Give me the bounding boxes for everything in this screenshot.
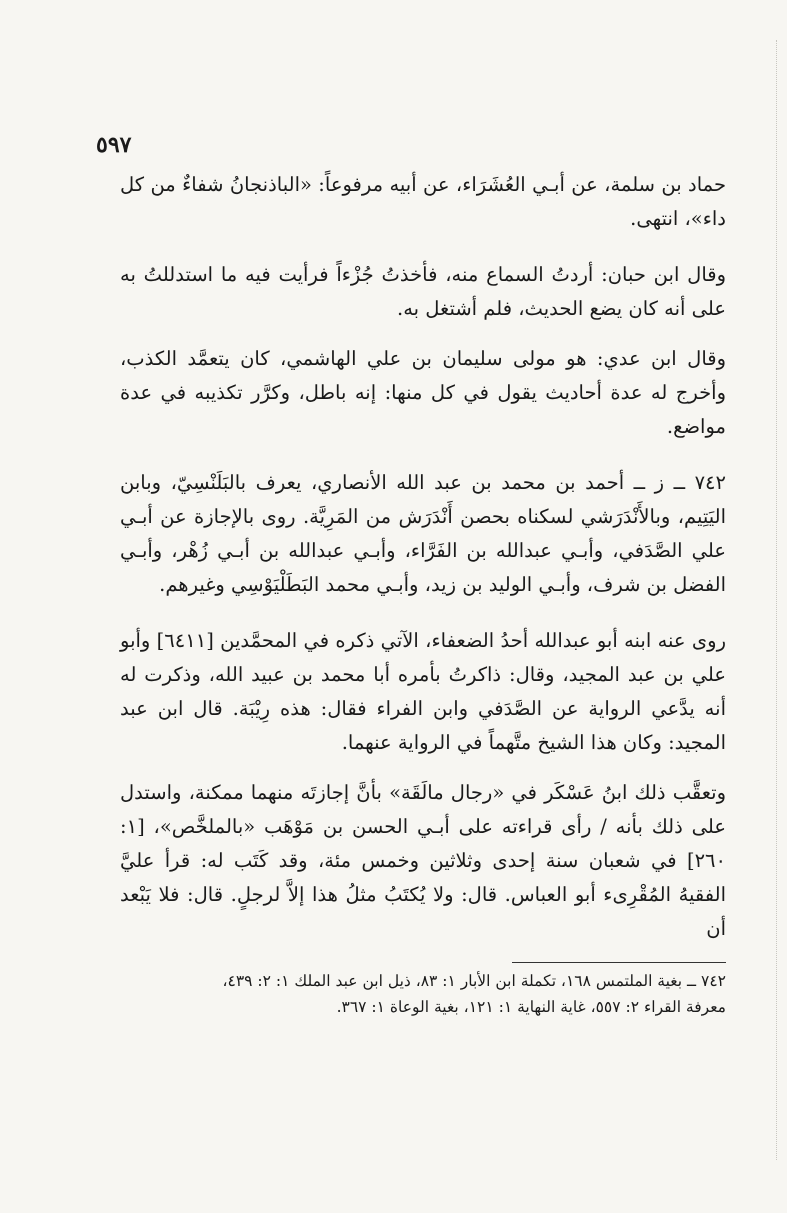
footnotes: [190, 968, 726, 1020]
paragraph: وقال ابن حبان: أردتُ السماع منه، فأخذتُ جُزْءاً فرأيت فيه ما استدللتُ به على أنه كان يضع الحديث، فلم أشتغل به.: [120, 263, 726, 320]
page-number: ٥٩٧: [96, 132, 132, 158]
paragraph: وتعقَّب ذلك ابنُ عَسْكَر في «رجال مالَقَة» بأنَّ إجازتَه منهما ممكنة، واستدل على ذلك بأنه / رأى قراءته على أبـي الحسن بن مَوْهَب «بالملخَّص»، [١: ٢٦٠] في شعبان سنة إحدى وثلاثين وخمس مئة، وقد كَتَب له: قرأ عليَّ الفقيهُ المُقْرِىء أبو العباس. قال: ولا يُكتَبُ مثلُ هذا إلاَّ لرجلٍ. قال: فلا يَبْعد أن: [120, 781, 726, 940]
footnote: ٧٤٢ ــ بغية الملتمس ١٦٨، تكملة ابن الأبار ١: ٨٣، ذيل ابن عبد الملك ١: ٢: ٤٣٩، معرفة القراء ٢: ٥٥٧، غاية النهاية ١: ١٢١، بغية الوعاة ١: ٣٦٧.: [222, 972, 726, 1016]
paragraph: روى عنه ابنه أبو عبدالله أحدُ الضعفاء، الآتي ذكره في المحمَّدين [٦٤١١] وأبو علي بن عبد المجيد، وقال: ذاكرتُ بأمره أبا محمد بن عبيد الله، وذكرت له أنه يدَّعي الرواية عن الصَّدَفي وابن الفراء فقال: هذه رِيْبَة. قال ابن عبد المجيد: وكان هذا الشيخ متَّهماً في الرواية عنهما.: [120, 629, 726, 754]
footnote-divider: [512, 962, 726, 963]
paragraph: وقال ابن عدي: هو مولى سليمان بن علي الهاشمي، كان يتعمَّد الكذب، وأخرج له عدة أحاديث يقول في كل منها: إنه باطل، وكرَّر تكذيبه في عدة مواضع.: [120, 347, 726, 438]
page-edge-line: [776, 40, 777, 1160]
paragraph: حماد بن سلمة، عن أبـي العُشَرَاء، عن أبيه مرفوعاً: «الباذنجانُ شفاءٌ من كل داء»، انتهى.: [120, 173, 726, 230]
entry-paragraph: ٧٤٢ ــ ز ــ أحمد بن محمد بن عبد الله الأنصاري، يعرف بالبَلَنْسِيّ، وبابن اليَتِيم، وبالأَنْدَرَشي لسكناه بحصن أَنْدَرَش من المَرِيَّة. روى بالإجازة عن أبـي علي الصَّدَفي، وأبـي عبدالله بن الفَرَّاء، وأبـي عبدالله بن أبـي زُهْر، وأبـي الفضل بن شرف، وأبـي الوليد بن زيد، وأبـي محمد البَطَلْيَوْسِي وغيرهم.: [120, 471, 726, 596]
main-text: [120, 168, 726, 946]
